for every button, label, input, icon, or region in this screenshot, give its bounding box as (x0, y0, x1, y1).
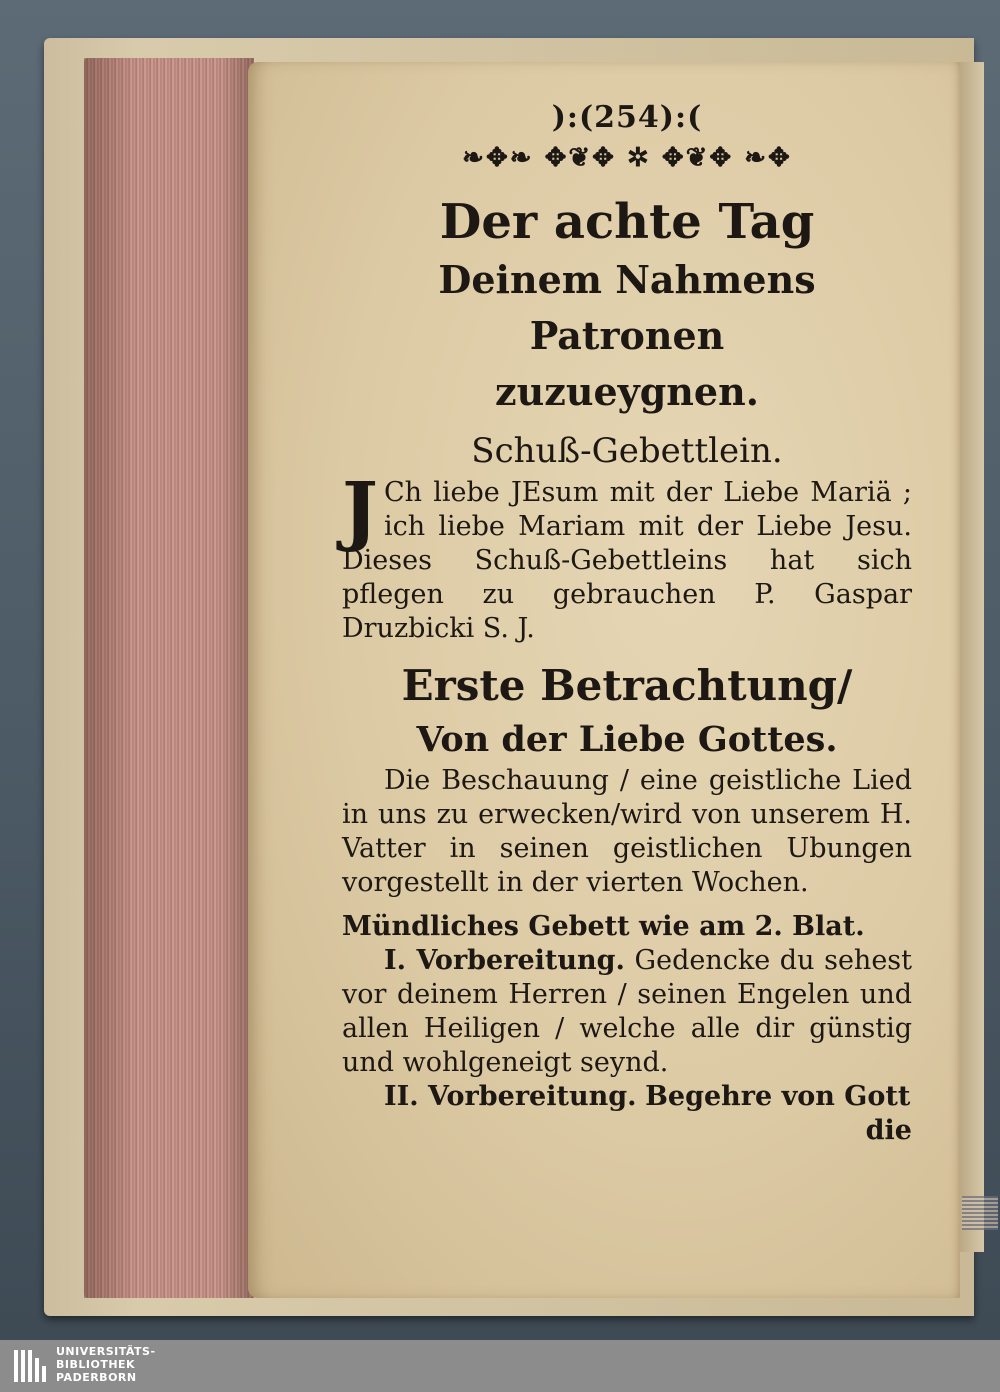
page-marker (962, 1196, 998, 1230)
library-line-2: BIBLIOTHEK (56, 1358, 136, 1371)
page-title: Der achte Tag (439, 194, 815, 250)
page-content (342, 98, 912, 1148)
library-line-1: UNIVERSITÄTS- (56, 1345, 156, 1358)
library-footer (0, 1340, 1000, 1392)
drop-cap: J (342, 465, 378, 554)
section-heading: Schuß-Gebettlein. (471, 431, 783, 471)
preparation-1-text: Gedencke du sehest vor deinem Herren / seinen Engelen und allen Heiligen / welche alle dir günstig und wohlgeneigt seynd. (342, 945, 912, 1078)
library-line-3: PADERBORN (56, 1371, 137, 1384)
subtitle-line-1: Deinem Nahmens Patronen (438, 257, 816, 358)
prayer-text: Ch liebe JEsum mit der Liebe Mariä ; ich liebe Mariam mit der Liebe Jesu. Dieses Schuß-Gebettleins hat sich pflegen zu gebrauchen P. Gaspar Druzbicki S. J. (342, 477, 912, 644)
library-name (56, 1345, 156, 1384)
page-number-header: ):(254):( (551, 100, 703, 135)
oral-prayer-line: Mündliches Gebett wie am 2. Blat. (342, 911, 865, 942)
facing-page-edge (958, 62, 984, 1252)
catchword: die (865, 1115, 912, 1146)
preparation-1-label: I. Vorbereitung. (384, 945, 625, 976)
meditation-subheading: Von der Liebe Gottes. (416, 719, 838, 760)
preparation-2 (342, 1080, 912, 1114)
prayer-paragraph (342, 465, 912, 646)
preparation-1 (342, 944, 912, 1080)
subtitle-line-2: zuzueygnen. (495, 369, 759, 414)
library-logo-icon (12, 1348, 50, 1384)
meditation-text: Die Beschauung / eine geistliche Lied in uns zu erwecken/wird von unserem H. Vatter in seinen geistlichen Ubungen vorgestellt in der vierten Wochen. (342, 765, 912, 898)
preparation-2-text: Begehre von Gott (645, 1081, 911, 1112)
meditation-heading: Erste Betrachtung/ (401, 661, 853, 710)
page-edges (84, 58, 254, 1298)
preparation-2-label: II. Vorbereitung. (384, 1081, 637, 1112)
ornament-divider: ❧✥❧ ✥❦✥ ✲ ✥❦✥ ❧✥ (462, 143, 792, 173)
